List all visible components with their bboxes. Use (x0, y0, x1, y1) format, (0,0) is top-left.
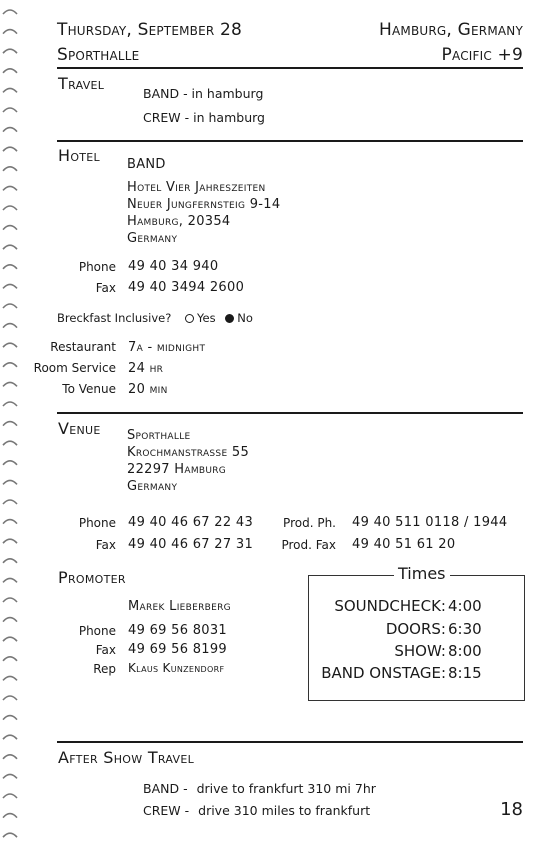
travel-divider (57, 140, 523, 142)
after-show-band: drive to frankfurt 310 mi 7hr (196, 781, 376, 796)
venue-fax: 49 40 46 67 27 31 (128, 537, 254, 552)
after-show-title: After Show Travel (58, 748, 195, 767)
show-time: 8:00 (448, 642, 482, 660)
promoter-phone-label: Phone (78, 624, 116, 638)
spiral-ring (3, 265, 17, 269)
radio-filled-icon (225, 314, 234, 323)
hotel-subtitle: BAND (127, 157, 166, 172)
spiral-ring (3, 128, 17, 132)
spiral-ring (3, 441, 17, 445)
spiral-ring (3, 206, 17, 210)
venue-address-line: Germany (127, 479, 178, 494)
spiral-ring (3, 480, 17, 484)
hotel-address-line: Hamburg, 20354 (127, 214, 231, 229)
venue-address-line: Krochmanstrasse 55 (127, 445, 250, 460)
show-label: SHOW: (394, 642, 446, 660)
spiral-ring (3, 304, 17, 308)
spiral-ring (3, 539, 17, 543)
spiral-ring (3, 10, 17, 14)
spiral-ring (3, 716, 17, 720)
after-show-crew-label: CREW - (143, 803, 190, 818)
promoter-fax-label: Fax (95, 643, 116, 657)
spiral-ring (3, 343, 17, 347)
hotel-divider (57, 412, 523, 414)
spiral-ring (3, 363, 17, 367)
spiral-ring (3, 186, 17, 190)
page-number: 18 (500, 799, 523, 820)
spiral-ring (3, 520, 17, 524)
venue-address-line: Sporthalle (127, 428, 191, 443)
spiral-ring (3, 735, 17, 739)
room-service-label: Room Service (33, 361, 116, 375)
spiral-ring (3, 461, 17, 465)
spiral-binding (0, 0, 30, 851)
promoter-rep-label: Rep (93, 662, 116, 676)
spiral-ring (3, 833, 17, 837)
after-show-crew: drive 310 miles to frankfurt (198, 803, 371, 818)
after-show-band-label: BAND - (143, 781, 188, 796)
band-onstage-label: BAND ONSTAGE: (321, 664, 446, 682)
venue-phone-label: Phone (78, 516, 116, 530)
spiral-ring (3, 657, 17, 661)
soundcheck-label: SOUNDCHECK: (334, 597, 446, 615)
breakfast-no-option[interactable]: No (225, 311, 253, 325)
spiral-ring (3, 108, 17, 112)
hotel-address-line: Hotel Vier Jahreszeiten (127, 180, 266, 195)
hotel-fax-label: Fax (95, 281, 116, 295)
promoter-phone: 49 69 56 8031 (128, 623, 228, 638)
spiral-ring (3, 618, 17, 622)
breakfast-row (57, 311, 253, 325)
prod-fax: 49 40 51 61 20 (352, 537, 456, 552)
header-timezone: Pacific +9 (441, 45, 523, 65)
after-show-divider (57, 741, 523, 743)
header-venue: Sporthalle (57, 45, 140, 65)
promoter-name: Marek Lieberberg (128, 599, 231, 614)
after-show-crew-row (143, 803, 370, 818)
hotel-address-line: Germany (127, 231, 178, 246)
spiral-ring (3, 598, 17, 602)
spiral-ring (3, 794, 17, 798)
spiral-ring (3, 226, 17, 230)
venue-phone: 49 40 46 67 22 43 (128, 515, 254, 530)
travel-title: Travel (58, 74, 105, 93)
spiral-ring (3, 245, 17, 249)
venue-address-line: 22297 Hamburg (127, 462, 227, 477)
spiral-ring (3, 637, 17, 641)
restaurant-label: Restaurant (50, 340, 116, 354)
spiral-ring (3, 696, 17, 700)
spiral-ring (3, 324, 17, 328)
spiral-ring (3, 578, 17, 582)
venue-fax-label: Fax (95, 538, 116, 552)
spiral-ring (3, 167, 17, 171)
after-show-band-row (143, 781, 376, 796)
hotel-address-line: Neuer Jungfernsteig 9-14 (127, 197, 281, 212)
spiral-ring (3, 49, 17, 53)
spiral-ring (3, 402, 17, 406)
soundcheck-time: 4:00 (448, 597, 482, 615)
header-divider (57, 67, 523, 69)
hotel-phone: 49 40 34 940 (128, 259, 219, 274)
promoter-rep: Klaus Kunzendorf (128, 661, 225, 675)
spiral-ring (3, 422, 17, 426)
prod-phone-label: Prod. Ph. (283, 516, 336, 530)
spiral-ring (3, 676, 17, 680)
breakfast-yes-option[interactable]: Yes (185, 311, 216, 325)
spiral-ring (3, 69, 17, 73)
spiral-ring (3, 284, 17, 288)
radio-empty-icon (185, 314, 194, 323)
spiral-ring (3, 559, 17, 563)
room-service-hours: 24 hr (128, 361, 164, 376)
band-onstage-time: 8:15 (448, 664, 482, 682)
spiral-ring (3, 382, 17, 386)
spiral-ring (3, 500, 17, 504)
travel-band: BAND - in hamburg (143, 86, 264, 101)
spiral-ring (3, 30, 17, 34)
spiral-ring (3, 814, 17, 818)
venue-title: Venue (58, 419, 101, 438)
promoter-fax: 49 69 56 8199 (128, 642, 228, 657)
travel-crew: CREW - in hamburg (143, 110, 265, 125)
spiral-ring (3, 755, 17, 759)
doors-time: 6:30 (448, 620, 482, 638)
header-city: Hamburg, Germany (379, 20, 523, 40)
spiral-ring (3, 774, 17, 778)
promoter-title: Promoter (58, 568, 126, 587)
to-venue-label: To Venue (62, 382, 116, 396)
times-title: Times (394, 564, 450, 583)
restaurant-hours: 7a - midnight (128, 340, 206, 355)
breakfast-label: Breckfast Inclusive? (57, 311, 172, 325)
hotel-title: Hotel (58, 146, 100, 165)
times-box (308, 564, 525, 701)
doors-label: DOORS: (385, 620, 446, 638)
prod-fax-label: Prod. Fax (281, 538, 336, 552)
to-venue-time: 20 min (128, 382, 168, 397)
spiral-ring (3, 88, 17, 92)
spiral-ring (3, 147, 17, 151)
prod-phone: 49 40 511 0118 / 1944 (352, 515, 508, 530)
hotel-fax: 49 40 3494 2600 (128, 280, 245, 295)
hotel-phone-label: Phone (78, 260, 116, 274)
header-date: Thursday, September 28 (57, 20, 243, 40)
